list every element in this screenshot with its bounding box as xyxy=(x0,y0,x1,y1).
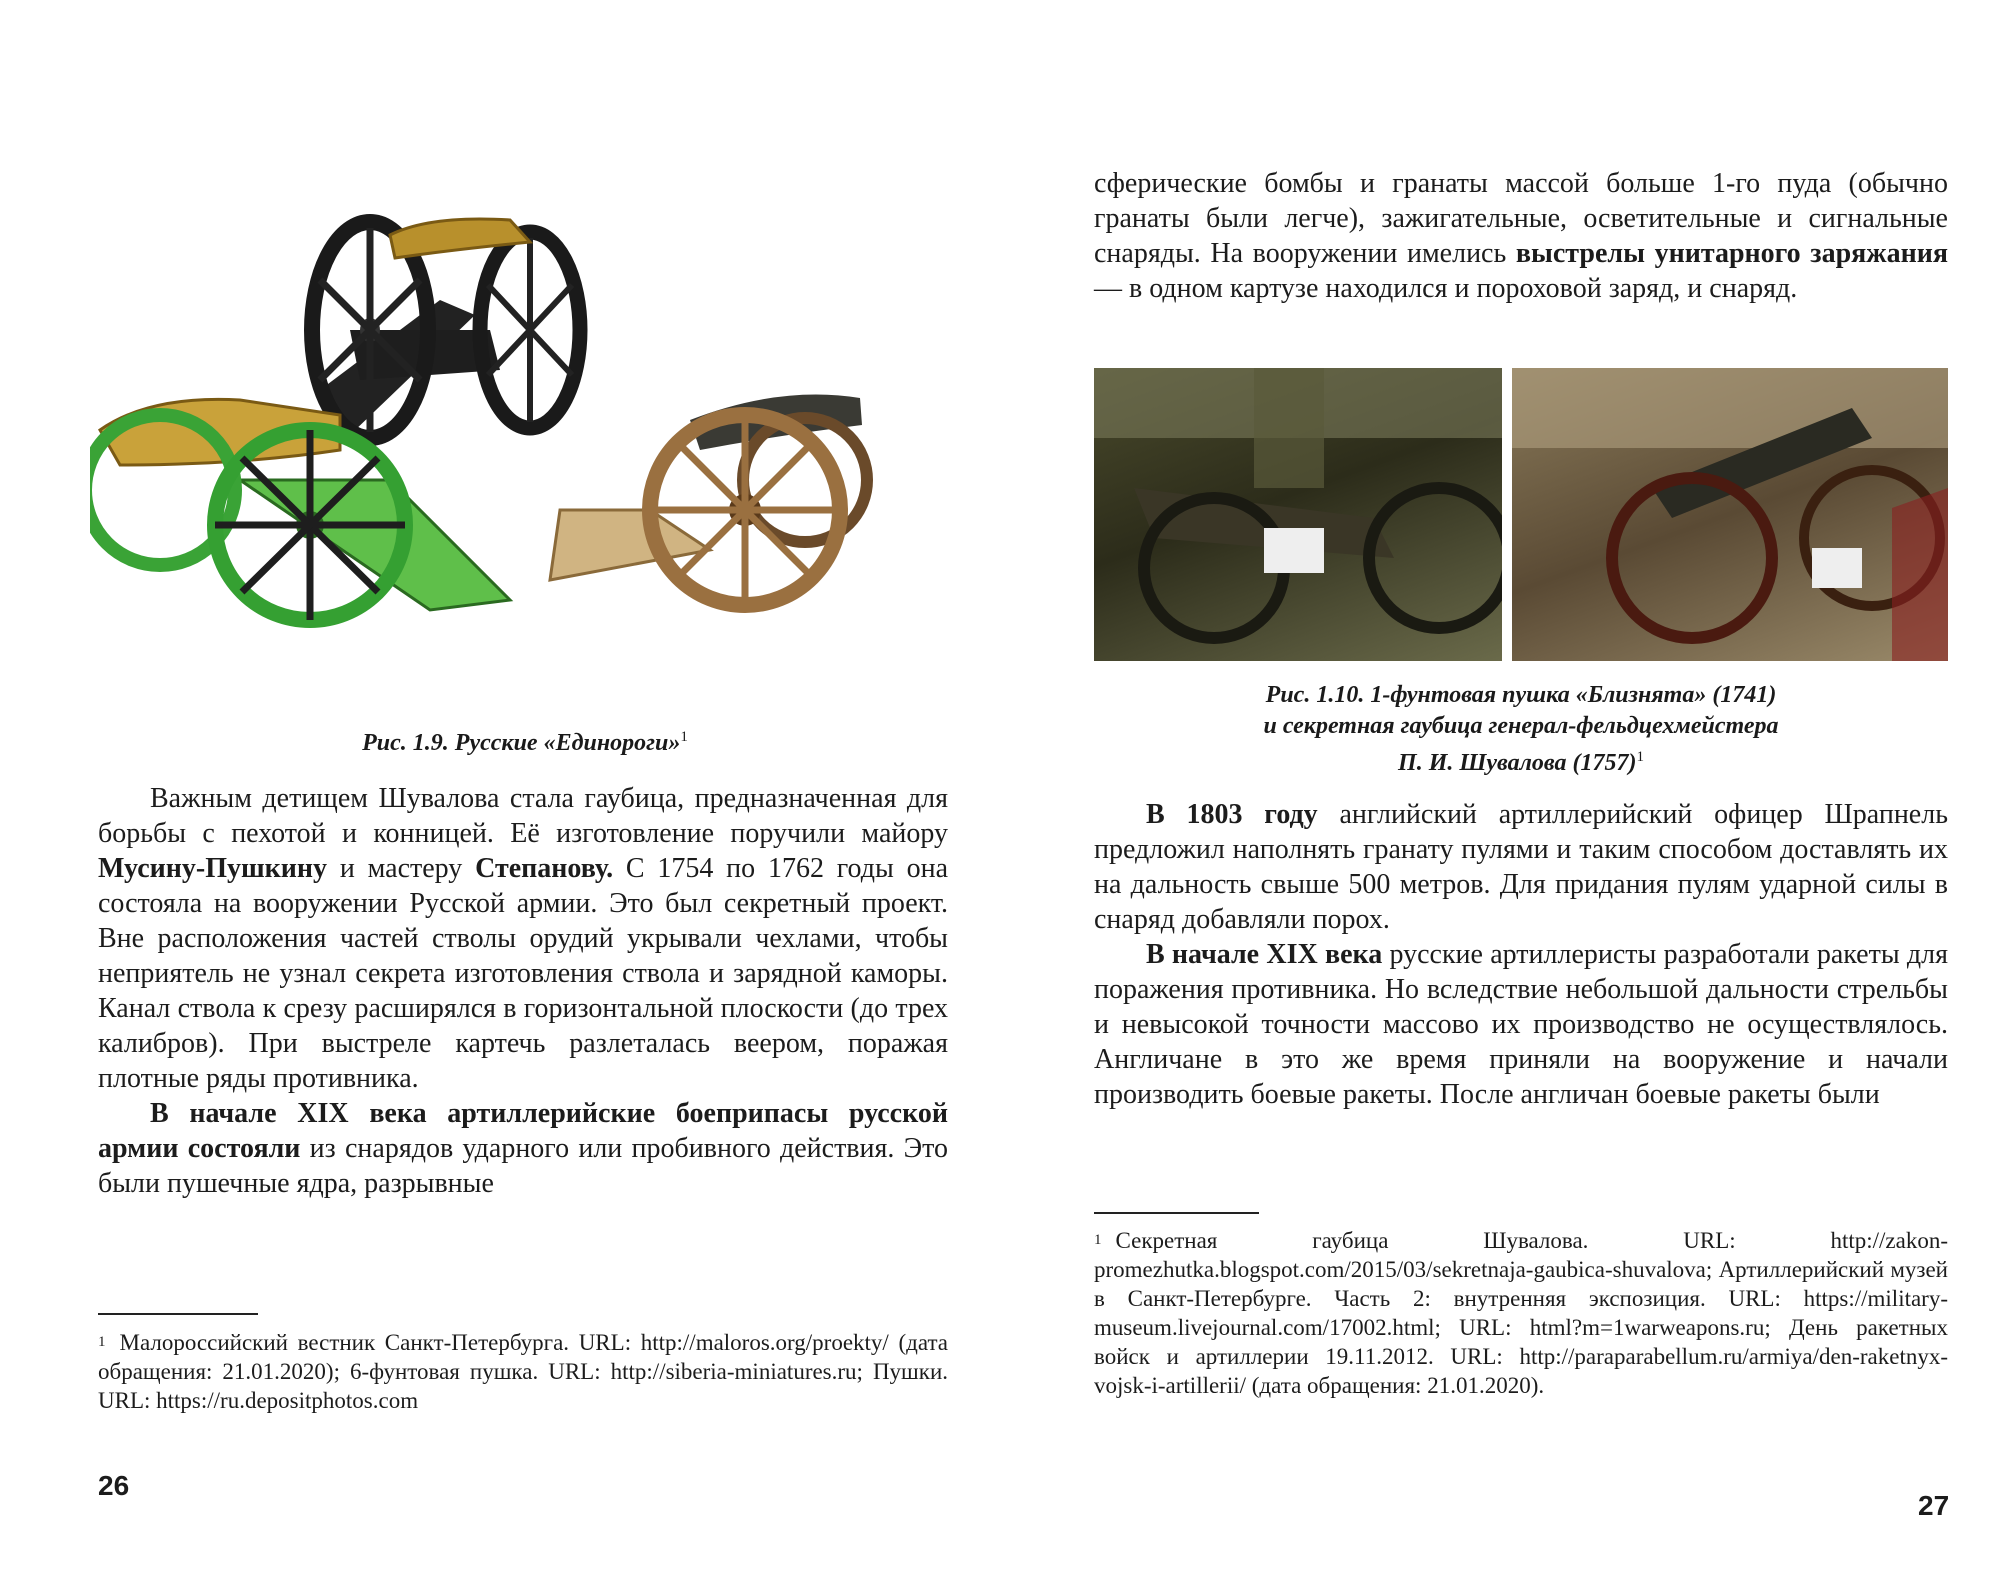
footnote-text: Секретная гаубица Шувалова. URL: http://zakon-promezhutka.blogspot.com/2015/03/sekretnaja-gaubica-shuvalova; Артиллерийский музей в Санкт-Петербурге. Часть 2: внутренняя экспозиция. URL: https://military-museum.livejournal.com/17002.html; URL: html?m=1warweapons.ru; День ракетных войск и артиллерии 19.11.2012. URL: http://paraparabellum.ru/armiya/den-raketnyx-vojsk-i-artillerii/ (дата обращения: 21.01.2020). xyxy=(1094,1228,1948,1398)
figure-caption xyxy=(1094,680,1948,779)
bold-term: Мусину-Пушкину xyxy=(98,853,328,884)
bold-term: В начале XIX века xyxy=(1146,939,1383,970)
paragraph: В начале XIX века русские артиллеристы разработали ракеты для поражения противника. Но вследствие небольшой дальности стрельбы и невысокой точности массово их производство не осуществлялось. Англичане в это же время приняли на вооружение и начали производить боевые ракеты. После англичан боевые ракеты были xyxy=(1094,939,1948,1110)
footnote-mark: 1 xyxy=(98,1334,106,1350)
page-number: 27 xyxy=(1918,1490,1950,1521)
photo-bliznyata-cannon xyxy=(1094,368,1502,661)
caption-line-1: Рис. 1.10. 1-фунтовая пушка «Близнята» (1741) xyxy=(1265,682,1777,708)
figure-1-9-unicorn-cannons xyxy=(90,180,960,720)
caption-text: Рис. 1.9. Русские «Единороги» xyxy=(362,730,681,756)
left-body-text xyxy=(98,781,948,1201)
paragraph: В начале XIX века артиллерийские боеприпасы русской армии состояли из снарядов ударного или пробивного действия. Это были пушечные ядра, разрывные xyxy=(98,1098,948,1199)
footnote xyxy=(98,1328,948,1415)
brown-cannon-illustration xyxy=(550,394,867,605)
footnote-text: Малороссийский вестник Санкт-Петербурга. URL: http://maloros.org/proekty/ (дата обращения: 21.01.2020); 6-фунтовая пушка. URL: http://siberia-miniatures.ru; Пушки. URL: https://ru.depositphotos.com xyxy=(98,1330,948,1413)
right-body-text-bottom xyxy=(1094,797,1948,1112)
caption-footnote-mark: 1 xyxy=(1636,749,1644,765)
black-cannon-illustration xyxy=(312,219,580,438)
caption-line-3: П. И. Шувалова (1757) xyxy=(1398,750,1637,776)
paragraph: Важным детищем Шувалова стала гаубица, предназначенная для борьбы с пехотой и конницей. Её изготовление поручили майору Мусину-Пушкину и мастеру Степанову. С 1754 по 1762 годы она состояла на вооружении Русской армии. Это был секретный проект. Вне расположения частей стволы орудий укрывали чехлами, чтобы неприятель не узнал секрета изготовления ствола и зарядной каморы. Канал ствола к срезу расширялся в горизонтальной плоскости (до трех калибров). При выстреле картечь разлеталась веером, поражая плотные ряды противника. xyxy=(98,783,948,1094)
right-body-text-top xyxy=(1094,166,1948,306)
footnote-rule xyxy=(1094,1212,1259,1214)
bold-term: Степанову. xyxy=(475,853,614,884)
bold-term: В начале XIX века артиллерийские боеприпасы русской армии состояли xyxy=(98,1098,948,1164)
caption-footnote-mark: 1 xyxy=(680,729,688,745)
caption-line-2: и секретная гаубица генерал-фельдцехмейстера xyxy=(1263,713,1779,739)
paragraph: сферические бомбы и гранаты массой больше 1-го пуда (обычно гранаты были легче), зажигательные, осветительные и сигнальные снаряды. На вооружении имелись выстрелы унитарного заряжания — в одном картузе находился и пороховой заряд, и снаряд. xyxy=(1094,168,1949,304)
figure-caption xyxy=(100,722,950,759)
footnote-mark: 1 xyxy=(1094,1232,1102,1248)
page-number: 26 xyxy=(98,1470,130,1501)
bold-term: выстрелы унитарного заряжания xyxy=(1515,238,1949,269)
photo-shuvalov-secret-howitzer xyxy=(1512,368,1948,661)
footnote xyxy=(1094,1226,1948,1400)
paragraph: В 1803 году английский артиллерийский офицер Шрапнель предложил наполнять гранату пулями и таким способом доставлять их на дальность свыше 500 метров. Для придания пулям ударной силы в снаряд добавляли порох. xyxy=(1094,799,1948,935)
green-cannon-illustration xyxy=(90,399,510,620)
right-page xyxy=(1000,0,2000,1593)
bold-term: В 1803 году xyxy=(1146,799,1318,830)
footnote-rule xyxy=(98,1313,258,1315)
